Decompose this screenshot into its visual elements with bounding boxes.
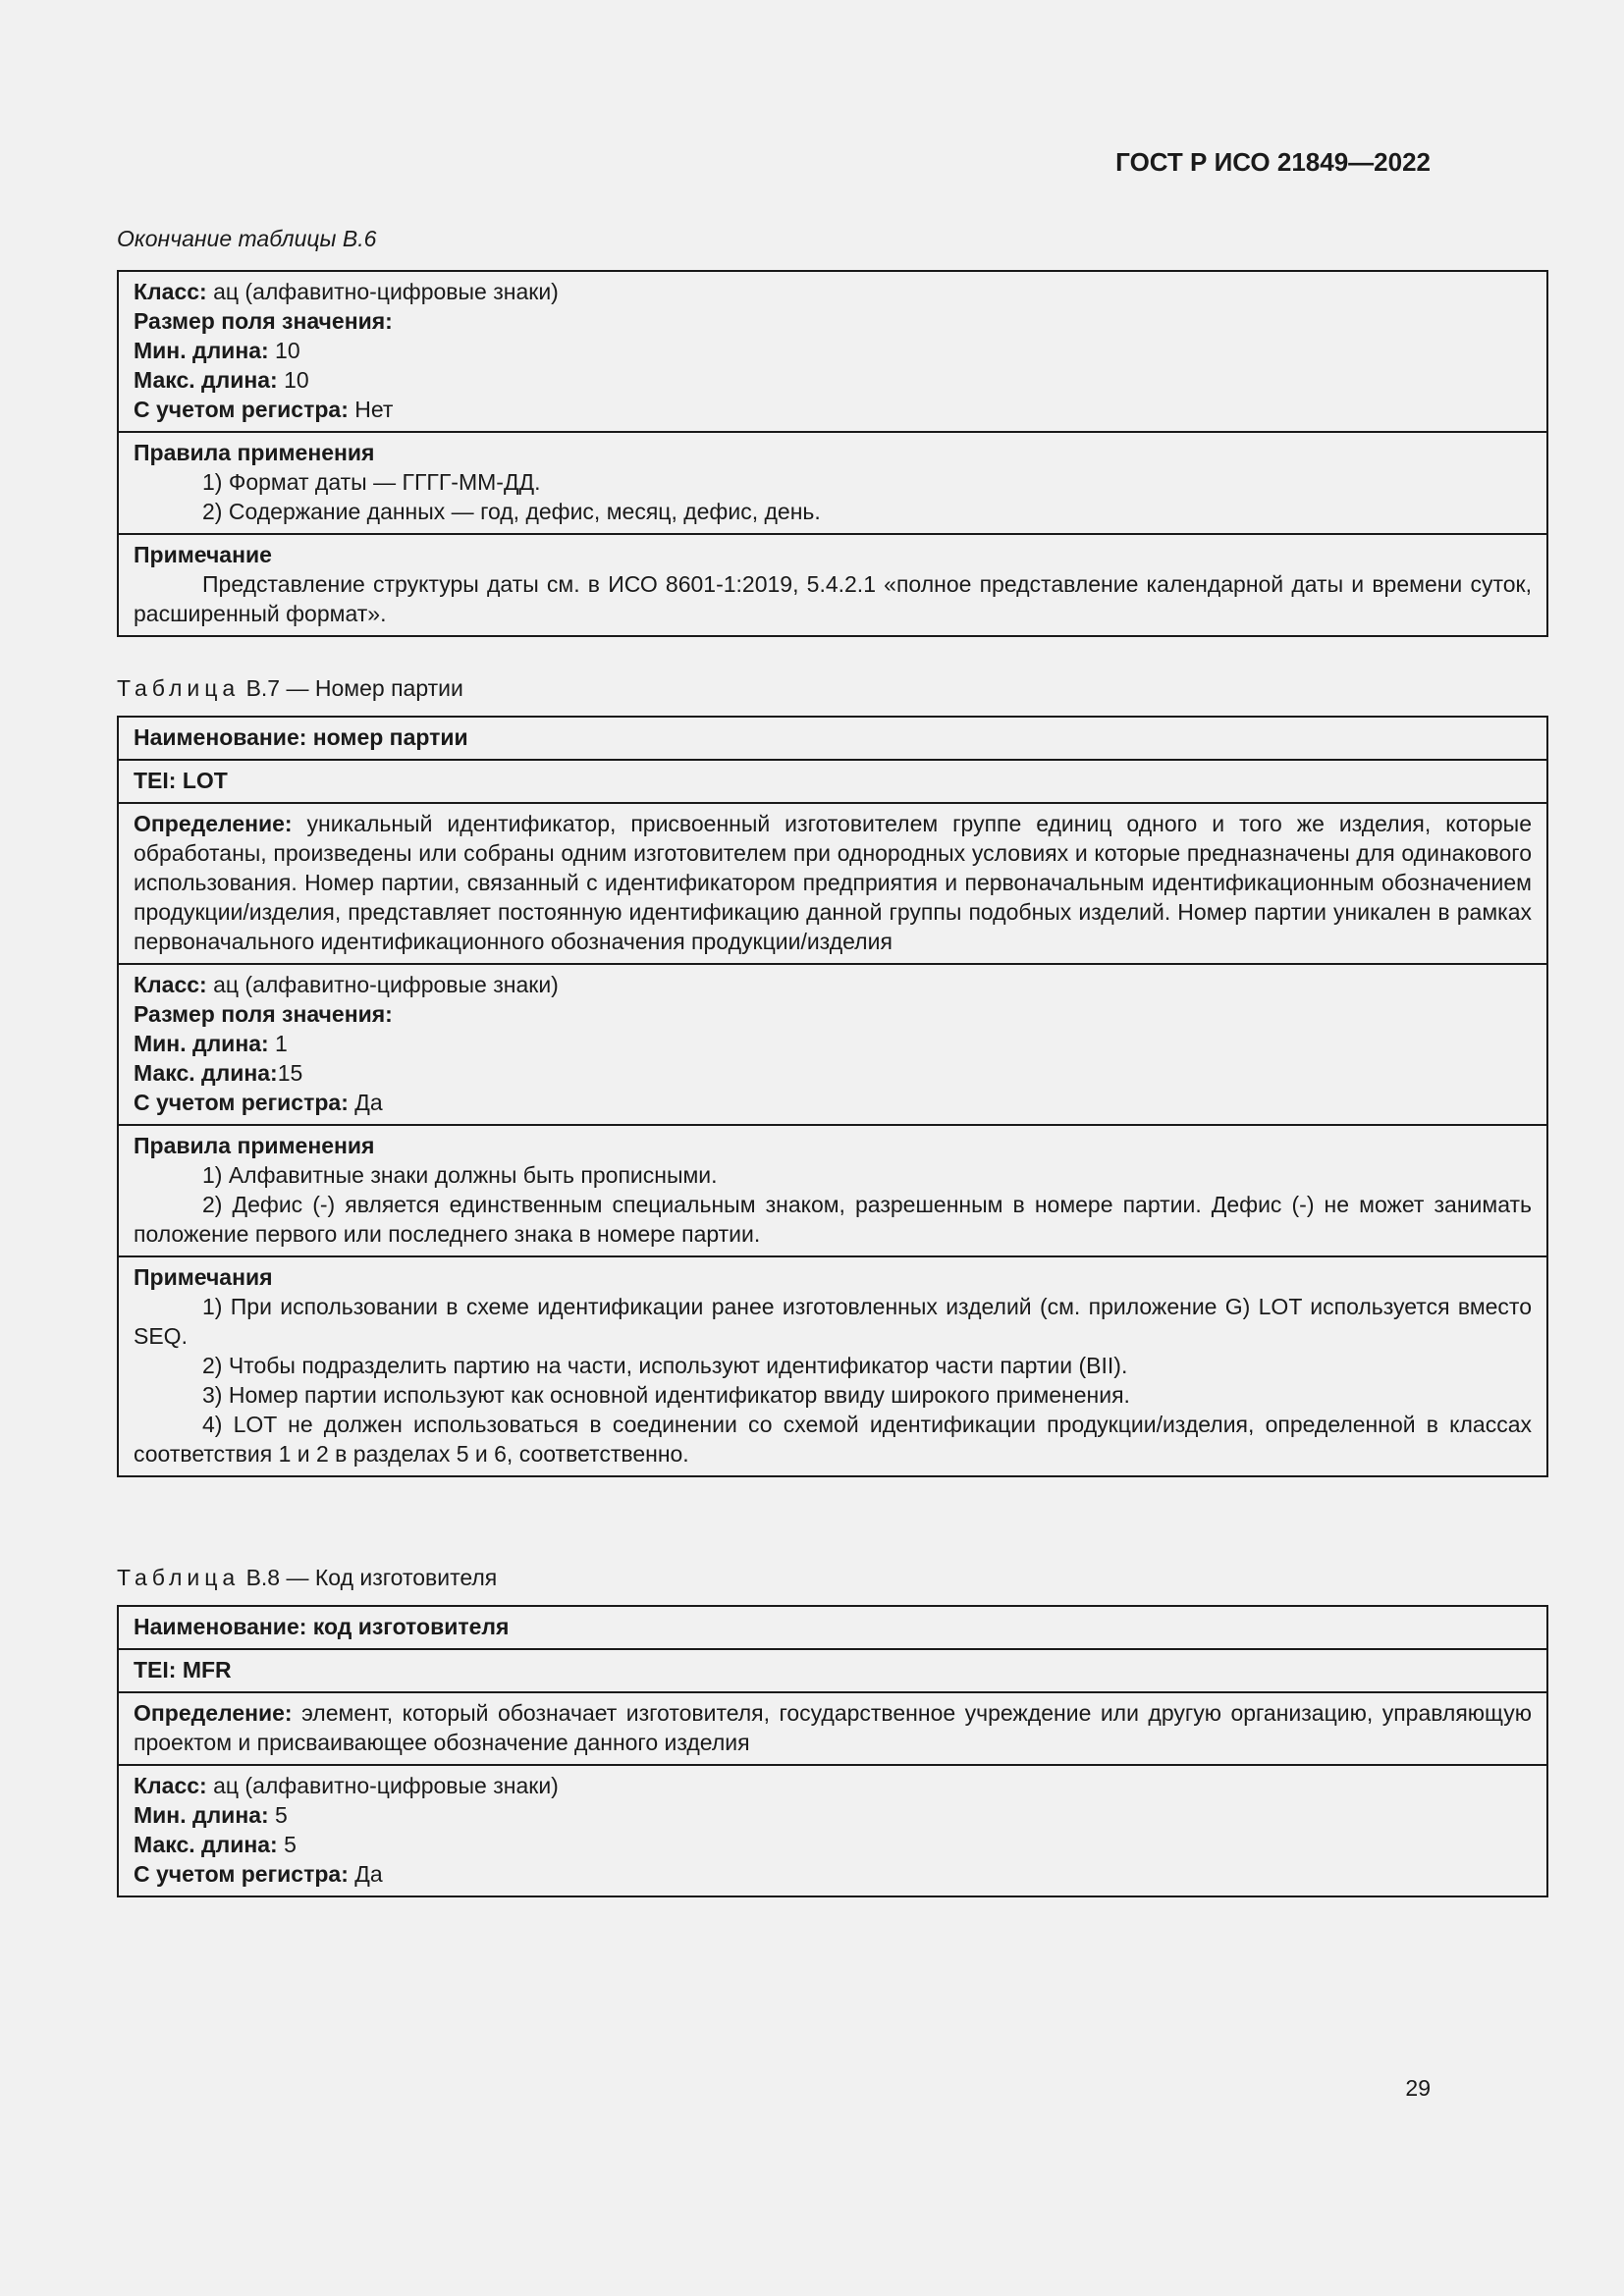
rule-item: 2) Содержание данных — год, дефис, месяц, дефис, день. — [202, 499, 821, 524]
definition-text: уникальный идентификатор, присвоенный изготовителем группе единиц одного и того же изделия, которые обработаны, произведены или собраны одним изготовителем при однородных условиях и которые предназначены для одинакового использования. Номер партии, связанный с идентификатором предприятия и первоначальным идентификационным обозначением продукции/изделия, представляет постоянную идентификацию данной группы подобных изделий. Номер партии уникален в рамках первоначального идентификационного обозначения продукции/изделия — [134, 811, 1532, 954]
min-label: Мин. длина: — [134, 338, 269, 363]
class-value: ац (алфавитно-цифровые знаки) — [206, 279, 559, 304]
definition-row: Определение: элемент, который обозначает изготовителя, государственное учреждение или другую организацию, управляющую проектом и присваивающее обозначение данного изделия — [119, 1693, 1546, 1766]
notes-block: Примечания 1) При использовании в схеме идентификации ранее изготовленных изделий (см. приложение G) LOT используется вместо SEQ. 2) Чтобы подразделить партию на части, используют идентификатор части партии (BII). 3) Номер партии используют как основной идентификатор ввиду широкого применения. 4) LOT не должен использоваться в соединении со схемой идентификации продукции/изделия, определенной в классах соответствия 1 и 2 в разделах 5 и 6, соответственно. — [134, 1264, 1532, 1467]
definition-row — [119, 804, 1546, 965]
table-b7-caption: Таблица В.7 — Номер партии — [117, 675, 463, 701]
table-b6-end — [117, 270, 1548, 637]
name-row: Наименование: код изготовителя — [119, 1607, 1546, 1650]
class-label: Класс: — [134, 279, 207, 304]
note-item: 4) LOT не должен использоваться в соединении со схемой идентификации продукции/изделия, определенной в классах соответствия 1 и 2 в разделах 5 и 6, соответственно. — [134, 1412, 1532, 1467]
note-item: 2) Чтобы подразделить партию на части, используют идентификатор части партии (BII). — [202, 1353, 1128, 1378]
tei-row: TEI: LOT — [119, 761, 1546, 804]
rule-item: 2) Дефис (-) является единственным специальным знаком, разрешенным в номере партии. Дефис (-) не может занимать положение первого или последнего знака в номере партии. — [134, 1192, 1532, 1247]
note-title: Примечание — [134, 542, 272, 567]
rules-block: Правила применения 1) Алфавитные знаки должны быть прописными. 2) Дефис (-) является единственным специальным знаком, разрешенным в номере партии. Дефис (-) не может занимать положение первого или последнего знака в номере партии. — [119, 1126, 1546, 1257]
rules-block — [119, 433, 1546, 535]
class-block: Класс: ац (алфавитно-цифровые знаки) Мин. длина: 5 Макс. длина: 5 С учетом регистра: Да — [134, 1773, 559, 1887]
case-value: Нет — [348, 397, 394, 422]
definition-label: Определение: — [134, 811, 293, 836]
rule-item: 1) Формат даты — ГГГГ-ММ-ДД. — [202, 469, 541, 495]
tei-row: TEI: MFR — [119, 1650, 1546, 1693]
note-item: 3) Номер партии используют как основной идентификатор ввиду широкого применения. — [202, 1382, 1130, 1408]
case-label: С учетом регистра: — [134, 397, 349, 422]
table-b8-caption: Таблица В.8 — Код изготовителя — [117, 1565, 498, 1590]
table-b8 — [117, 1605, 1548, 1897]
name-row: Наименование: номер партии — [119, 718, 1546, 761]
note-item: 1) При использовании в схеме идентификации ранее изготовленных изделий (см. приложение G) LOT используется вместо SEQ. — [134, 1294, 1532, 1349]
page-number: 29 — [1405, 2075, 1431, 2101]
table-b6-continuation-caption: Окончание таблицы В.6 — [117, 226, 377, 251]
table-b7 — [117, 716, 1548, 1477]
class-block — [119, 272, 1546, 433]
rule-item: 1) Алфавитные знаки должны быть прописными. — [202, 1162, 718, 1188]
class-block: Класс: ац (алфавитно-цифровые знаки) Размер поля значения: Мин. длина: 1 Макс. длина:15 С учетом регистра: Да — [119, 965, 1546, 1126]
size-label: Размер поля значения: — [134, 308, 393, 334]
min-value: 10 — [268, 338, 300, 363]
max-label: Макс. длина: — [134, 367, 278, 393]
note-block — [119, 535, 1546, 635]
document-id: ГОСТ Р ИСО 21849—2022 — [1115, 147, 1431, 177]
rules-title: Правила применения — [134, 440, 375, 465]
note-text: Представление структуры даты см. в ИСО 8601-1:2019, 5.4.2.1 «полное представление календарной даты и времени суток, расширенный формат». — [134, 571, 1532, 626]
max-value: 10 — [277, 367, 309, 393]
